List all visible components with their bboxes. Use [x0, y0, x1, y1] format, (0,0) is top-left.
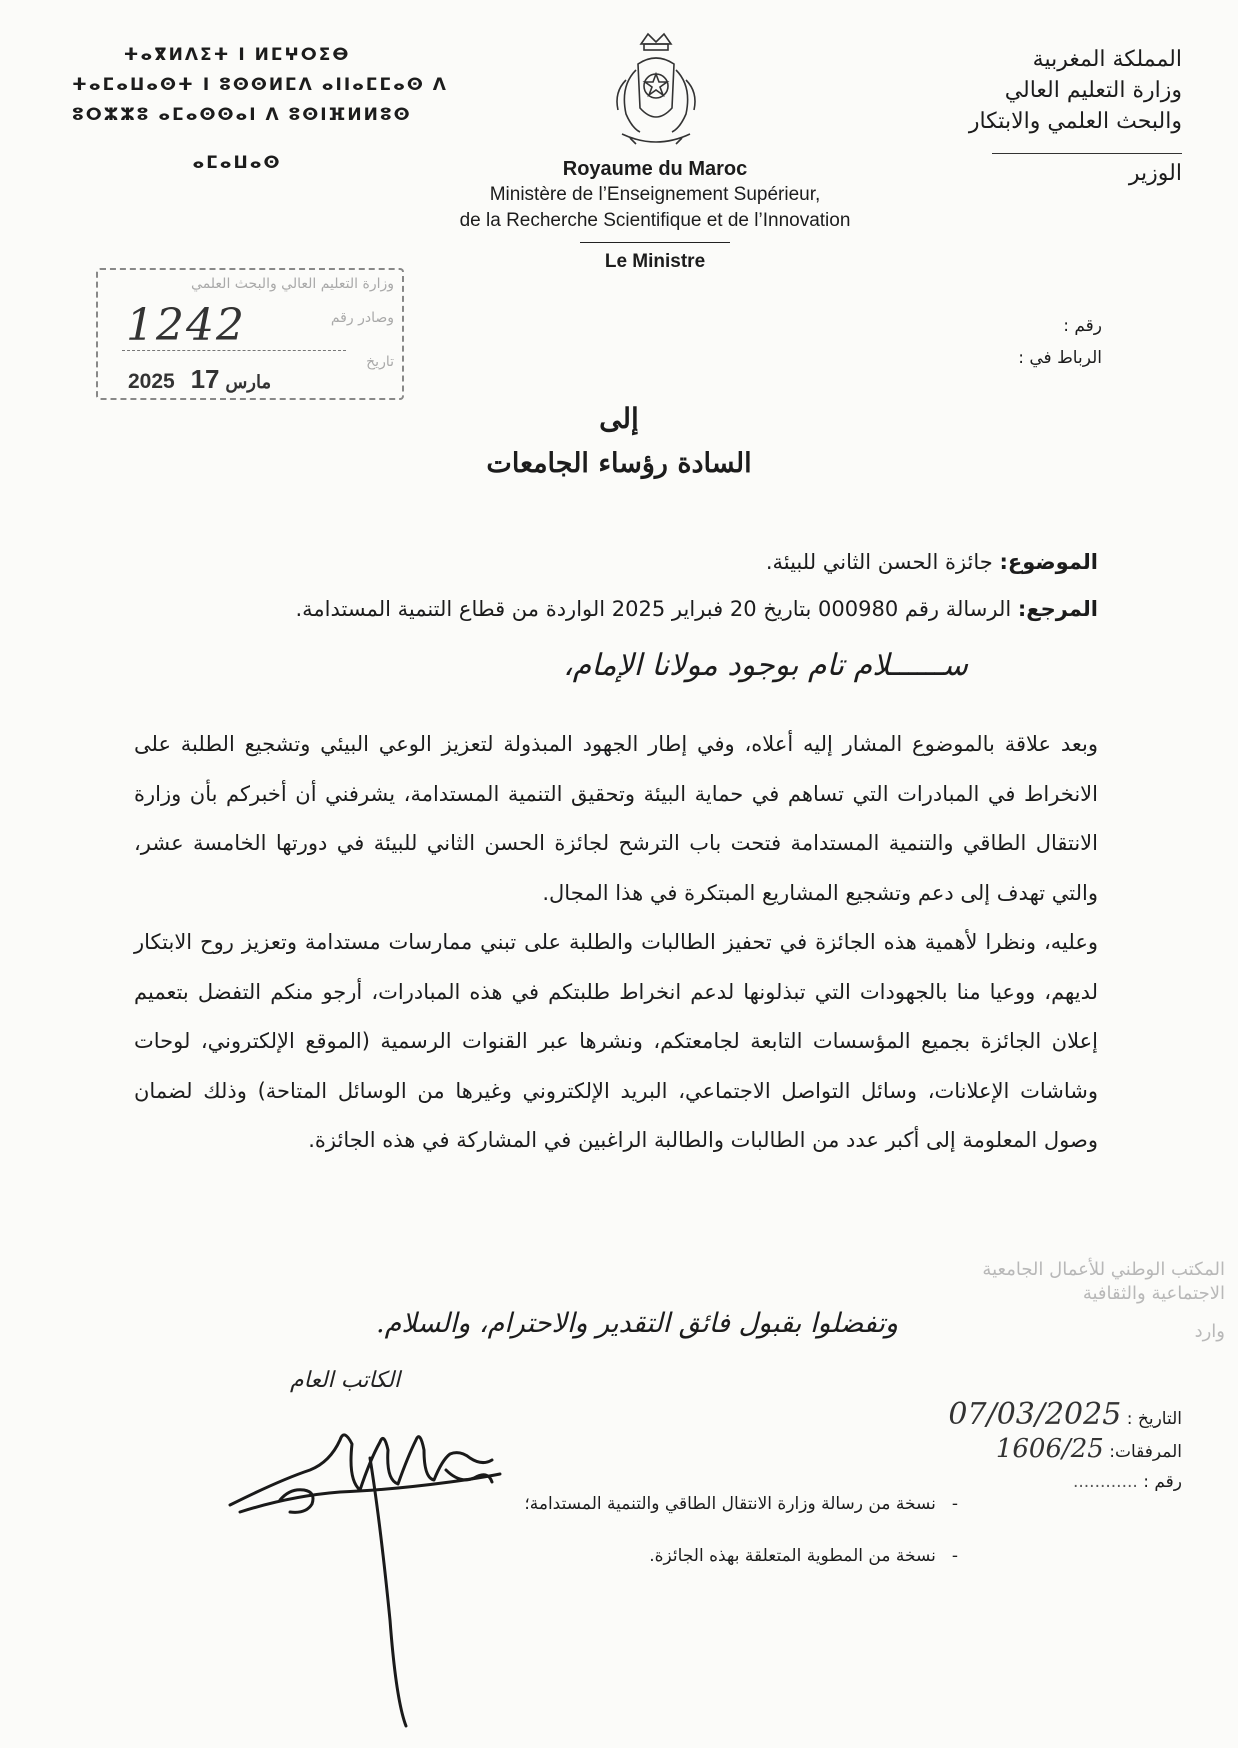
- place-label: الرباط في :: [1018, 348, 1102, 368]
- addressee-to: إلى: [599, 402, 639, 435]
- stamp-faint-line2: وصادر رقم: [330, 310, 394, 326]
- letter-body: [134, 720, 1098, 1166]
- stamp-date: [128, 364, 271, 395]
- body-paragraph: وعليه، ونظرا لأهمية هذه الجائزة في تحفيز الطالبات والطلبة على تبني ممارسات مستدامة وتعزيز روح الابتكار لديهم، ووعيا منا بالجهودات التي تبذلونها لدعم انخراط طلبتكم في هذه المبادرات، أرجو منكم التفضل بتعميم إعلان الجائزة بجميع المؤسسات التابعة لجامعتكم، ونشرها عبر القنوات الرسمية (الموقع الإلكتروني، لوحات وشاشات الإعلانات، وسائل التواصل الاجتماعي، البريد الإلكتروني وغيرها من الوسائل المتاحة) وذلك لضمان وصول المعلومة إلى أكبر عدد من الطالبات والطالبة الراغبين في المشاركة في هذه الجائزة.: [134, 930, 1098, 1152]
- arabic-header: [922, 44, 1182, 189]
- subject-line: [98, 550, 1098, 574]
- tifinagh-header: [72, 40, 448, 178]
- french-header: [410, 156, 900, 275]
- tifinagh-line: ⴰⵎⴰⵡⴰⵙ: [192, 153, 282, 173]
- greeting: ســــــلام تام بوجود مولانا الإمام،: [563, 648, 968, 683]
- attachments-date-row: [712, 1397, 1182, 1434]
- subject-text: جائزة الحسن الثاني للبيئة.: [765, 550, 993, 574]
- list-item: -نسخة من رسالة وزارة الانتقال الطاقي والتنمية المستدامة؛: [524, 1494, 958, 1514]
- reference-label: المرجع:: [1017, 597, 1098, 621]
- stamp-year: 2025: [128, 370, 175, 393]
- attachments-date-label: التاريخ :: [1126, 1409, 1182, 1429]
- attachments-label-row: [712, 1434, 1182, 1467]
- tifinagh-line: ⵜⴰⵎⴰⵡⴰⵙⵜ ⵏ ⵓⵙⵙⵍⵎⴷ ⴰⵏⵏⴰⵎⵎⴰⵙ ⴷ: [72, 75, 448, 95]
- kingdom-fr: Royaume du Maroc: [562, 158, 748, 180]
- ministry-ar-line2: والبحث العلمي والابتكار: [968, 109, 1182, 134]
- subject-label: الموضوع:: [999, 550, 1098, 574]
- closing: وتفضلوا بقبول فائق التقدير والاحترام، والسلام.: [376, 1308, 898, 1339]
- body-paragraph: وبعد علاقة بالموضوع المشار إليه أعلاه، وفي إطار الجهود المبذولة لتعزيز الوعي البيئي وتشجيع الطلبة على الانخراط في المبادرات التي تساهم في حماية البيئة وتحقيق التنمية المستدامة، يشرفني أن أخبركم بأن وزارة الانتقال الطاقي والتنمية المستدامة فتحت باب الترشح لجائزة الحسن الثاني للبيئة في دورتها الخامسة عشر، والتي تهدف إلى دعم وتشجيع المشاريع المبتكرة في هذا المجال.: [134, 732, 1098, 905]
- attachments-number-value: 1606/25: [995, 1434, 1104, 1464]
- reference-labels: [882, 310, 1102, 374]
- attachments-list: [158, 1478, 958, 1582]
- kingdom-ar: المملكة المغربية: [1032, 47, 1182, 72]
- tifinagh-line: ⵜⴰⴳⵍⴷⵉⵜ ⵏ ⵍⵎⵖⵔⵉⴱ: [123, 45, 351, 65]
- received-stamp: [905, 1258, 1225, 1344]
- ministry-ar-line1: وزارة التعليم العالي: [1004, 78, 1182, 103]
- minister-ar: الوزير: [992, 153, 1182, 189]
- stamp-number: 1242: [126, 300, 246, 351]
- received-stamp-line1: المكتب الوطني للأعمال الجامعية: [982, 1259, 1225, 1280]
- outgoing-stamp: [96, 268, 404, 400]
- received-stamp-line3: وارد: [1194, 1321, 1225, 1342]
- reference-text: الرسالة رقم 000980 بتاريخ 20 فبراير 2025 الواردة من قطاع التنمية المستدامة.: [295, 597, 1012, 621]
- stamp-faint-line1: وزارة التعليم العالي والبحث العلمي: [191, 276, 394, 292]
- number-label: رقم :: [1063, 316, 1102, 336]
- ministry-fr-line2: de la Recherche Scientifique et de l’Innovation: [459, 210, 851, 231]
- minister-fr: Le Ministre: [580, 242, 730, 275]
- attachments-date-value: 07/03/2025: [948, 1397, 1122, 1432]
- signature-title: الكاتب العام: [290, 1368, 401, 1393]
- list-item: -نسخة من المطوية المتعلقة بهذه الجائزة.: [649, 1546, 958, 1566]
- stamp-divider: [122, 350, 346, 351]
- attachments-number-row: رقم : ............: [1072, 1472, 1182, 1492]
- reference-line: [98, 597, 1098, 621]
- royal-emblem-icon: [596, 30, 716, 158]
- stamp-month: مارس: [225, 372, 272, 393]
- stamp-day: 17: [190, 364, 220, 394]
- attachments-label: المرفقات:: [1109, 1442, 1182, 1462]
- stamp-faint-line3: تاريخ: [366, 354, 394, 370]
- received-stamp-line2: الاجتماعية والثقافية: [1082, 1283, 1225, 1304]
- addressee-recipient: السادة رؤساء الجامعات: [486, 448, 752, 479]
- ministry-fr-line1: Ministère de l’Enseignement Supérieur,: [489, 184, 821, 205]
- tifinagh-line: ⵓⵔⵣⵣⵓ ⴰⵎⴰⵙⵙⴰⵏ ⴷ ⵓⵙⵏⴼⵍⵍⵓⵙ: [72, 105, 412, 125]
- attachments-number-label: رقم :: [1143, 1472, 1182, 1492]
